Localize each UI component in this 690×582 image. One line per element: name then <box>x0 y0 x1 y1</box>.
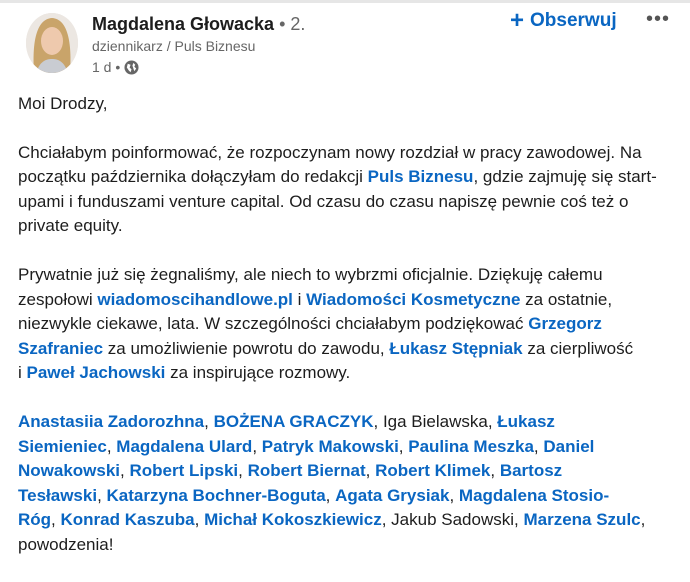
text-line <box>18 533 683 558</box>
post-text: , <box>106 436 117 456</box>
mention-link[interactable]: Puls Biznesu <box>367 167 474 187</box>
mention-link[interactable]: wiadomoscihandlowe.pl <box>97 289 293 309</box>
post-meta <box>92 59 139 75</box>
mention-link[interactable]: Siemieniec <box>18 436 107 456</box>
post-time[interactable]: 1 d • <box>92 59 121 75</box>
post-text: , <box>490 461 500 481</box>
avatar-photo-icon <box>26 13 78 73</box>
post-text: zespołowi <box>18 289 98 309</box>
text-line <box>18 165 683 190</box>
mention-link[interactable]: Konrad Kaszuba <box>60 510 195 530</box>
post-text: Moi Drodzy, <box>18 94 108 113</box>
mention-link[interactable]: Robert Biernat <box>247 461 366 481</box>
follow-label: Obserwuj <box>530 10 617 31</box>
connection-degree: • 2. <box>279 14 306 34</box>
post-text: , <box>640 510 646 530</box>
top-divider <box>0 0 690 3</box>
post-text: , <box>252 436 262 456</box>
post-paragraph <box>18 141 683 239</box>
post-text: , <box>51 510 61 530</box>
mention-link[interactable]: Szafraniec <box>18 338 104 358</box>
mention-link[interactable]: Paulina Meszka <box>408 436 534 456</box>
mention-link[interactable]: Róg <box>18 510 52 530</box>
mention-link[interactable]: Magdalena Ulard <box>116 436 253 456</box>
post-text: , Iga Bielawska, <box>373 411 498 431</box>
post-text: , <box>449 485 459 505</box>
text-line <box>18 337 683 362</box>
post-text: , <box>120 461 130 481</box>
mention-link[interactable]: BOŻENA GRACZYK <box>213 411 374 431</box>
mention-link[interactable]: Robert Lipski <box>129 461 239 481</box>
mention-link[interactable]: Robert Klimek <box>375 461 491 481</box>
post-text: , <box>325 485 336 505</box>
post-text: za umożliwienie powrotu do zawodu, <box>103 338 390 358</box>
plus-icon: + <box>510 7 525 34</box>
text-line <box>18 459 683 484</box>
mention-link[interactable]: Marzena Szulc <box>523 510 641 530</box>
text-line <box>18 312 683 337</box>
mention-link[interactable]: Magdalena Stosio- <box>458 485 610 505</box>
post-body <box>18 92 683 582</box>
text-line <box>18 361 683 386</box>
post-text: za cierpliwość <box>522 338 634 358</box>
mention-link[interactable]: Łukasz <box>497 411 555 431</box>
post-text: początku października dołączyłam do redakcji <box>18 167 368 187</box>
text-line <box>18 484 683 509</box>
globe-icon <box>124 60 139 75</box>
mention-link[interactable]: Bartosz <box>499 461 563 481</box>
post-text: private equity. <box>18 216 123 236</box>
post-text: , Jakub Sadowski, <box>381 510 524 530</box>
mention-link[interactable]: Łukasz Stępniak <box>389 338 523 358</box>
text-line <box>18 508 683 533</box>
post-text: i <box>292 289 307 309</box>
post-text: za ostatnie, <box>520 289 613 309</box>
post-text: , <box>238 461 248 481</box>
mention-link[interactable]: Daniel <box>543 436 595 456</box>
post-text: za inspirujące rozmowy. <box>165 363 351 383</box>
post-text: niezwykle ciekawe, lata. W szczególności chciałabym podziękować <box>18 314 529 334</box>
post-text: , <box>97 485 107 505</box>
text-line <box>18 141 683 166</box>
more-options-ellipsis-icon[interactable]: ••• <box>646 8 671 30</box>
mention-link[interactable]: Paweł Jachowski <box>26 363 166 383</box>
mention-link[interactable]: Patryk Makowski <box>261 436 399 456</box>
post-text: upami i funduszami venture capital. Od czasu do czasu napiszę pewnie coś też o <box>18 191 629 211</box>
author-name-text[interactable]: Magdalena Głowacka <box>92 14 275 34</box>
text-line <box>18 288 683 313</box>
mention-link[interactable]: Tesławski <box>18 485 98 505</box>
mention-link[interactable]: Wiadomości Kosmetyczne <box>306 289 521 309</box>
text-line <box>18 214 683 239</box>
follow-button[interactable] <box>510 7 617 34</box>
post-text: Chciałabym poinformować, że rozpoczynam nowy rozdział w pracy zawodowej. Na <box>18 142 642 162</box>
post-paragraph <box>18 263 683 386</box>
post-paragraph <box>18 92 683 117</box>
mention-link[interactable]: Anastasiia Zadorozhna <box>18 411 205 431</box>
mention-link[interactable]: Katarzyna Bochner-Boguta <box>106 485 326 505</box>
text-line <box>18 190 683 215</box>
author-headline: dziennikarz / Puls Biznesu <box>92 38 256 54</box>
post-text: , <box>533 436 544 456</box>
post-text: , gdzie zajmuję się start- <box>473 167 657 187</box>
post-text: i <box>18 363 27 383</box>
post-text: Prywatnie już się żegnaliśmy, ale niech to wybrzmi oficjalnie. Dziękuję całemu <box>18 264 603 284</box>
author-avatar[interactable] <box>26 13 78 73</box>
post-paragraph <box>18 410 683 558</box>
mention-link[interactable]: Agata Grysiak <box>335 485 450 505</box>
text-line <box>18 92 683 117</box>
author-name[interactable] <box>92 14 305 35</box>
mention-link[interactable]: Grzegorz <box>528 314 602 334</box>
mention-link[interactable]: Michał Kokoszkiewicz <box>204 510 382 530</box>
post-text: , <box>194 510 205 530</box>
post-text: , <box>398 436 409 456</box>
post-text: , <box>204 411 214 431</box>
text-line <box>18 410 683 435</box>
post-text: powodzenia! <box>18 534 114 554</box>
post-text: , <box>365 461 376 481</box>
text-line <box>18 435 683 460</box>
mention-link[interactable]: Nowakowski <box>18 461 121 481</box>
text-line <box>18 263 683 288</box>
